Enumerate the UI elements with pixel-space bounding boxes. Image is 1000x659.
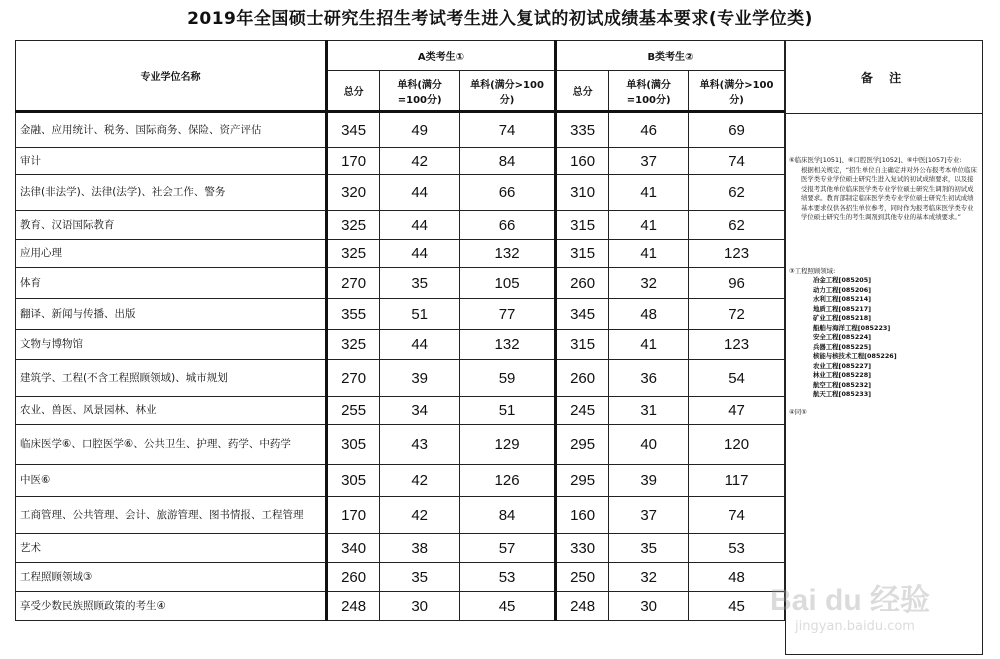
cell-a-singlegt100: 74 <box>460 112 556 148</box>
cell-b-singlegt100: 48 <box>689 563 785 592</box>
cell-row-name: 法律(非法学)、法律(法学)、社会工作、警务 <box>16 175 327 211</box>
cell-b-single100: 41 <box>609 175 689 211</box>
cell-a-single100: 34 <box>380 397 460 425</box>
cell-b-total: 315 <box>555 211 608 240</box>
notes-panel <box>785 40 983 655</box>
cell-b-single100: 41 <box>609 211 689 240</box>
cell-a-total: 340 <box>326 534 379 563</box>
cell-a-singlegt100: 84 <box>460 497 556 534</box>
cell-b-single100: 41 <box>609 240 689 268</box>
engineering-item: 核能与核技术工程[085226] <box>813 352 897 360</box>
cell-a-single100: 42 <box>380 465 460 497</box>
cell-b-single100: 35 <box>609 534 689 563</box>
cell-a-singlegt100: 45 <box>460 592 556 621</box>
engineering-item: 农业工程[085227] <box>813 361 872 370</box>
engineering-item: 矿业工程[085218] <box>813 314 872 322</box>
cell-a-singlegt100: 51 <box>460 397 556 425</box>
cell-a-single100: 44 <box>380 240 460 268</box>
cell-b-single100: 37 <box>609 148 689 175</box>
watermark <box>770 575 995 645</box>
cell-row-name: 应用心理 <box>16 240 327 268</box>
cell-a-total: 260 <box>326 563 379 592</box>
cell-a-singlegt100: 57 <box>460 534 556 563</box>
cell-b-single100: 32 <box>609 563 689 592</box>
cell-a-total: 325 <box>326 211 379 240</box>
cell-b-single100: 39 <box>609 465 689 497</box>
header-group-a: A类考生① <box>326 41 555 71</box>
cell-a-single100: 51 <box>380 299 460 330</box>
notes-header: 备 注 <box>786 41 982 114</box>
cell-a-total: 325 <box>326 330 379 360</box>
cell-b-singlegt100: 54 <box>689 360 785 397</box>
cell-b-total: 345 <box>555 299 608 330</box>
cell-b-singlegt100: 120 <box>689 425 785 465</box>
cell-b-singlegt100: 123 <box>689 330 785 360</box>
cell-a-singlegt100: 59 <box>460 360 556 397</box>
cell-a-total: 270 <box>326 268 379 299</box>
cell-a-total: 270 <box>326 360 379 397</box>
table-row <box>16 211 785 240</box>
cell-b-single100: 32 <box>609 268 689 299</box>
note-engineering-title: ③工程照顾领域: <box>789 266 836 275</box>
cell-b-single100: 48 <box>609 299 689 330</box>
table-row <box>16 330 785 360</box>
table-row <box>16 465 785 497</box>
watermark-logo: Bai du 经验 <box>770 584 931 617</box>
cell-a-single100: 42 <box>380 148 460 175</box>
header-a-total: 总分 <box>326 71 379 112</box>
header-b-singlegt100: 单科(满分>100分) <box>689 71 785 112</box>
cell-b-total: 248 <box>555 592 608 621</box>
cell-b-singlegt100: 62 <box>689 175 785 211</box>
cell-a-singlegt100: 129 <box>460 425 556 465</box>
cell-b-total: 310 <box>555 175 608 211</box>
cell-a-singlegt100: 132 <box>460 330 556 360</box>
cell-row-name: 农业、兽医、风景园林、林业 <box>16 397 327 425</box>
cell-a-total: 255 <box>326 397 379 425</box>
cell-b-singlegt100: 69 <box>689 112 785 148</box>
note-tail: ④同⑤ <box>789 407 807 416</box>
engineering-item: 动力工程[085206] <box>813 285 872 294</box>
cell-a-singlegt100: 84 <box>460 148 556 175</box>
table-row <box>16 360 785 397</box>
cell-a-total: 170 <box>326 148 379 175</box>
cell-b-total: 160 <box>555 497 608 534</box>
cell-b-singlegt100: 74 <box>689 148 785 175</box>
cell-a-total: 248 <box>326 592 379 621</box>
table-row <box>16 148 785 175</box>
cell-row-name: 享受少数民族照顾政策的考生④ <box>16 592 327 621</box>
table-row <box>16 563 785 592</box>
watermark-url: jingyan.baidu.com <box>795 619 915 634</box>
cell-b-singlegt100: 47 <box>689 397 785 425</box>
table-row <box>16 175 785 211</box>
table-row <box>16 268 785 299</box>
table-row <box>16 112 785 148</box>
engineering-item: 水利工程[085214] <box>813 295 872 303</box>
table-row <box>16 425 785 465</box>
cell-a-single100: 44 <box>380 175 460 211</box>
cell-row-name: 中医⑥ <box>16 465 327 497</box>
note-clinical-title: ⑥临床医学[1051]、⑥口腔医学[1052]、⑥中医[1057]专业: <box>789 156 962 164</box>
cell-a-singlegt100: 66 <box>460 175 556 211</box>
cell-row-name: 建筑学、工程(不含工程照顾领域)、城市规划 <box>16 360 327 397</box>
cell-b-single100: 41 <box>609 330 689 360</box>
cell-b-total: 295 <box>555 425 608 465</box>
cell-b-total: 335 <box>555 112 608 148</box>
engineering-item: 地质工程[085217] <box>813 304 872 313</box>
cell-a-single100: 35 <box>380 268 460 299</box>
cell-row-name: 工程照顾领域③ <box>16 563 327 592</box>
cell-a-single100: 39 <box>380 360 460 397</box>
table-row <box>16 592 785 621</box>
cell-a-single100: 43 <box>380 425 460 465</box>
cell-a-total: 355 <box>326 299 379 330</box>
engineering-list <box>789 276 979 400</box>
table-row <box>16 534 785 563</box>
cell-b-singlegt100: 74 <box>689 497 785 534</box>
cell-b-total: 245 <box>555 397 608 425</box>
notes-body <box>786 114 982 421</box>
cell-b-total: 250 <box>555 563 608 592</box>
engineering-item: 安全工程[085224] <box>813 333 872 341</box>
engineering-item: 林业工程[085228] <box>813 371 872 379</box>
cell-b-single100: 36 <box>609 360 689 397</box>
cell-a-single100: 44 <box>380 211 460 240</box>
cell-a-singlegt100: 105 <box>460 268 556 299</box>
cell-b-singlegt100: 96 <box>689 268 785 299</box>
table-row <box>16 240 785 268</box>
cell-row-name: 教育、汉语国际教育 <box>16 211 327 240</box>
header-row-1 <box>16 41 785 71</box>
cell-a-singlegt100: 132 <box>460 240 556 268</box>
cell-b-single100: 31 <box>609 397 689 425</box>
engineering-item: 冶金工程[085205] <box>813 276 872 284</box>
table-row <box>16 497 785 534</box>
cell-b-total: 315 <box>555 330 608 360</box>
cell-row-name: 翻译、新闻与传播、出版 <box>16 299 327 330</box>
cell-b-total: 330 <box>555 534 608 563</box>
cell-b-singlegt100: 62 <box>689 211 785 240</box>
cell-a-singlegt100: 66 <box>460 211 556 240</box>
cell-row-name: 临床医学⑥、口腔医学⑥、公共卫生、护理、药学、中药学 <box>16 425 327 465</box>
header-group-b: B类考生② <box>555 41 784 71</box>
cell-row-name: 艺术 <box>16 534 327 563</box>
note-clinical-text: 根据相关规定，“招生单位自主确定并对外公布报考本单位临床医学类专业学位硕士研究生进入复试的初试成绩要求，以及接受报考其他单位临床医学类专业学位硕士研究生调剂的初试成绩要求。教育部制定临床医学类专业学位硕士研究生初试成绩基本要求仅供各招生单位参考，同时作为报考临床医学类专业学位硕士研究生的考生调剂到其他专业的基本成绩要求。” <box>801 165 977 221</box>
cell-row-name: 金融、应用统计、税务、国际商务、保险、资产评估 <box>16 112 327 148</box>
engineering-item: 兵器工程[085225] <box>813 342 872 351</box>
cell-a-single100: 42 <box>380 497 460 534</box>
table-row <box>16 299 785 330</box>
header-a-single100: 单科(满分=100分) <box>380 71 460 112</box>
cell-row-name: 工商管理、公共管理、会计、旅游管理、图书情报、工程管理 <box>16 497 327 534</box>
cell-b-singlegt100: 53 <box>689 534 785 563</box>
cell-a-single100: 30 <box>380 592 460 621</box>
cell-b-total: 260 <box>555 360 608 397</box>
cell-b-single100: 40 <box>609 425 689 465</box>
cell-a-single100: 49 <box>380 112 460 148</box>
cell-b-total: 295 <box>555 465 608 497</box>
header-name: 专业学位名称 <box>16 41 327 112</box>
cell-b-total: 315 <box>555 240 608 268</box>
cell-a-total: 305 <box>326 425 379 465</box>
cell-a-singlegt100: 77 <box>460 299 556 330</box>
cell-a-singlegt100: 126 <box>460 465 556 497</box>
cell-b-singlegt100: 117 <box>689 465 785 497</box>
cell-a-total: 305 <box>326 465 379 497</box>
cell-b-single100: 30 <box>609 592 689 621</box>
cell-a-total: 320 <box>326 175 379 211</box>
cell-row-name: 文物与博物馆 <box>16 330 327 360</box>
cell-b-total: 260 <box>555 268 608 299</box>
cell-a-single100: 38 <box>380 534 460 563</box>
cell-a-single100: 44 <box>380 330 460 360</box>
engineering-item: 船舶与海洋工程[085223] <box>813 323 891 332</box>
cell-a-total: 170 <box>326 497 379 534</box>
header-a-singlegt100: 单科(满分>100分) <box>460 71 556 112</box>
cell-b-singlegt100: 45 <box>689 592 785 621</box>
header-b-total: 总分 <box>555 71 608 112</box>
cell-b-singlegt100: 123 <box>689 240 785 268</box>
cell-b-singlegt100: 72 <box>689 299 785 330</box>
score-table <box>15 40 785 621</box>
header-b-single100: 单科(满分=100分) <box>609 71 689 112</box>
cell-a-total: 325 <box>326 240 379 268</box>
cell-a-singlegt100: 53 <box>460 563 556 592</box>
cell-row-name: 体育 <box>16 268 327 299</box>
cell-b-total: 160 <box>555 148 608 175</box>
cell-b-single100: 46 <box>609 112 689 148</box>
cell-row-name: 审计 <box>16 148 327 175</box>
page-title: 2019年全国硕士研究生招生考试考生进入复试的初试成绩基本要求(专业学位类) <box>187 9 813 29</box>
cell-a-single100: 35 <box>380 563 460 592</box>
cell-b-single100: 37 <box>609 497 689 534</box>
engineering-item: 航空工程[085232] <box>813 380 872 389</box>
engineering-item: 航天工程[085233] <box>813 390 872 398</box>
table-row <box>16 397 785 425</box>
cell-a-total: 345 <box>326 112 379 148</box>
